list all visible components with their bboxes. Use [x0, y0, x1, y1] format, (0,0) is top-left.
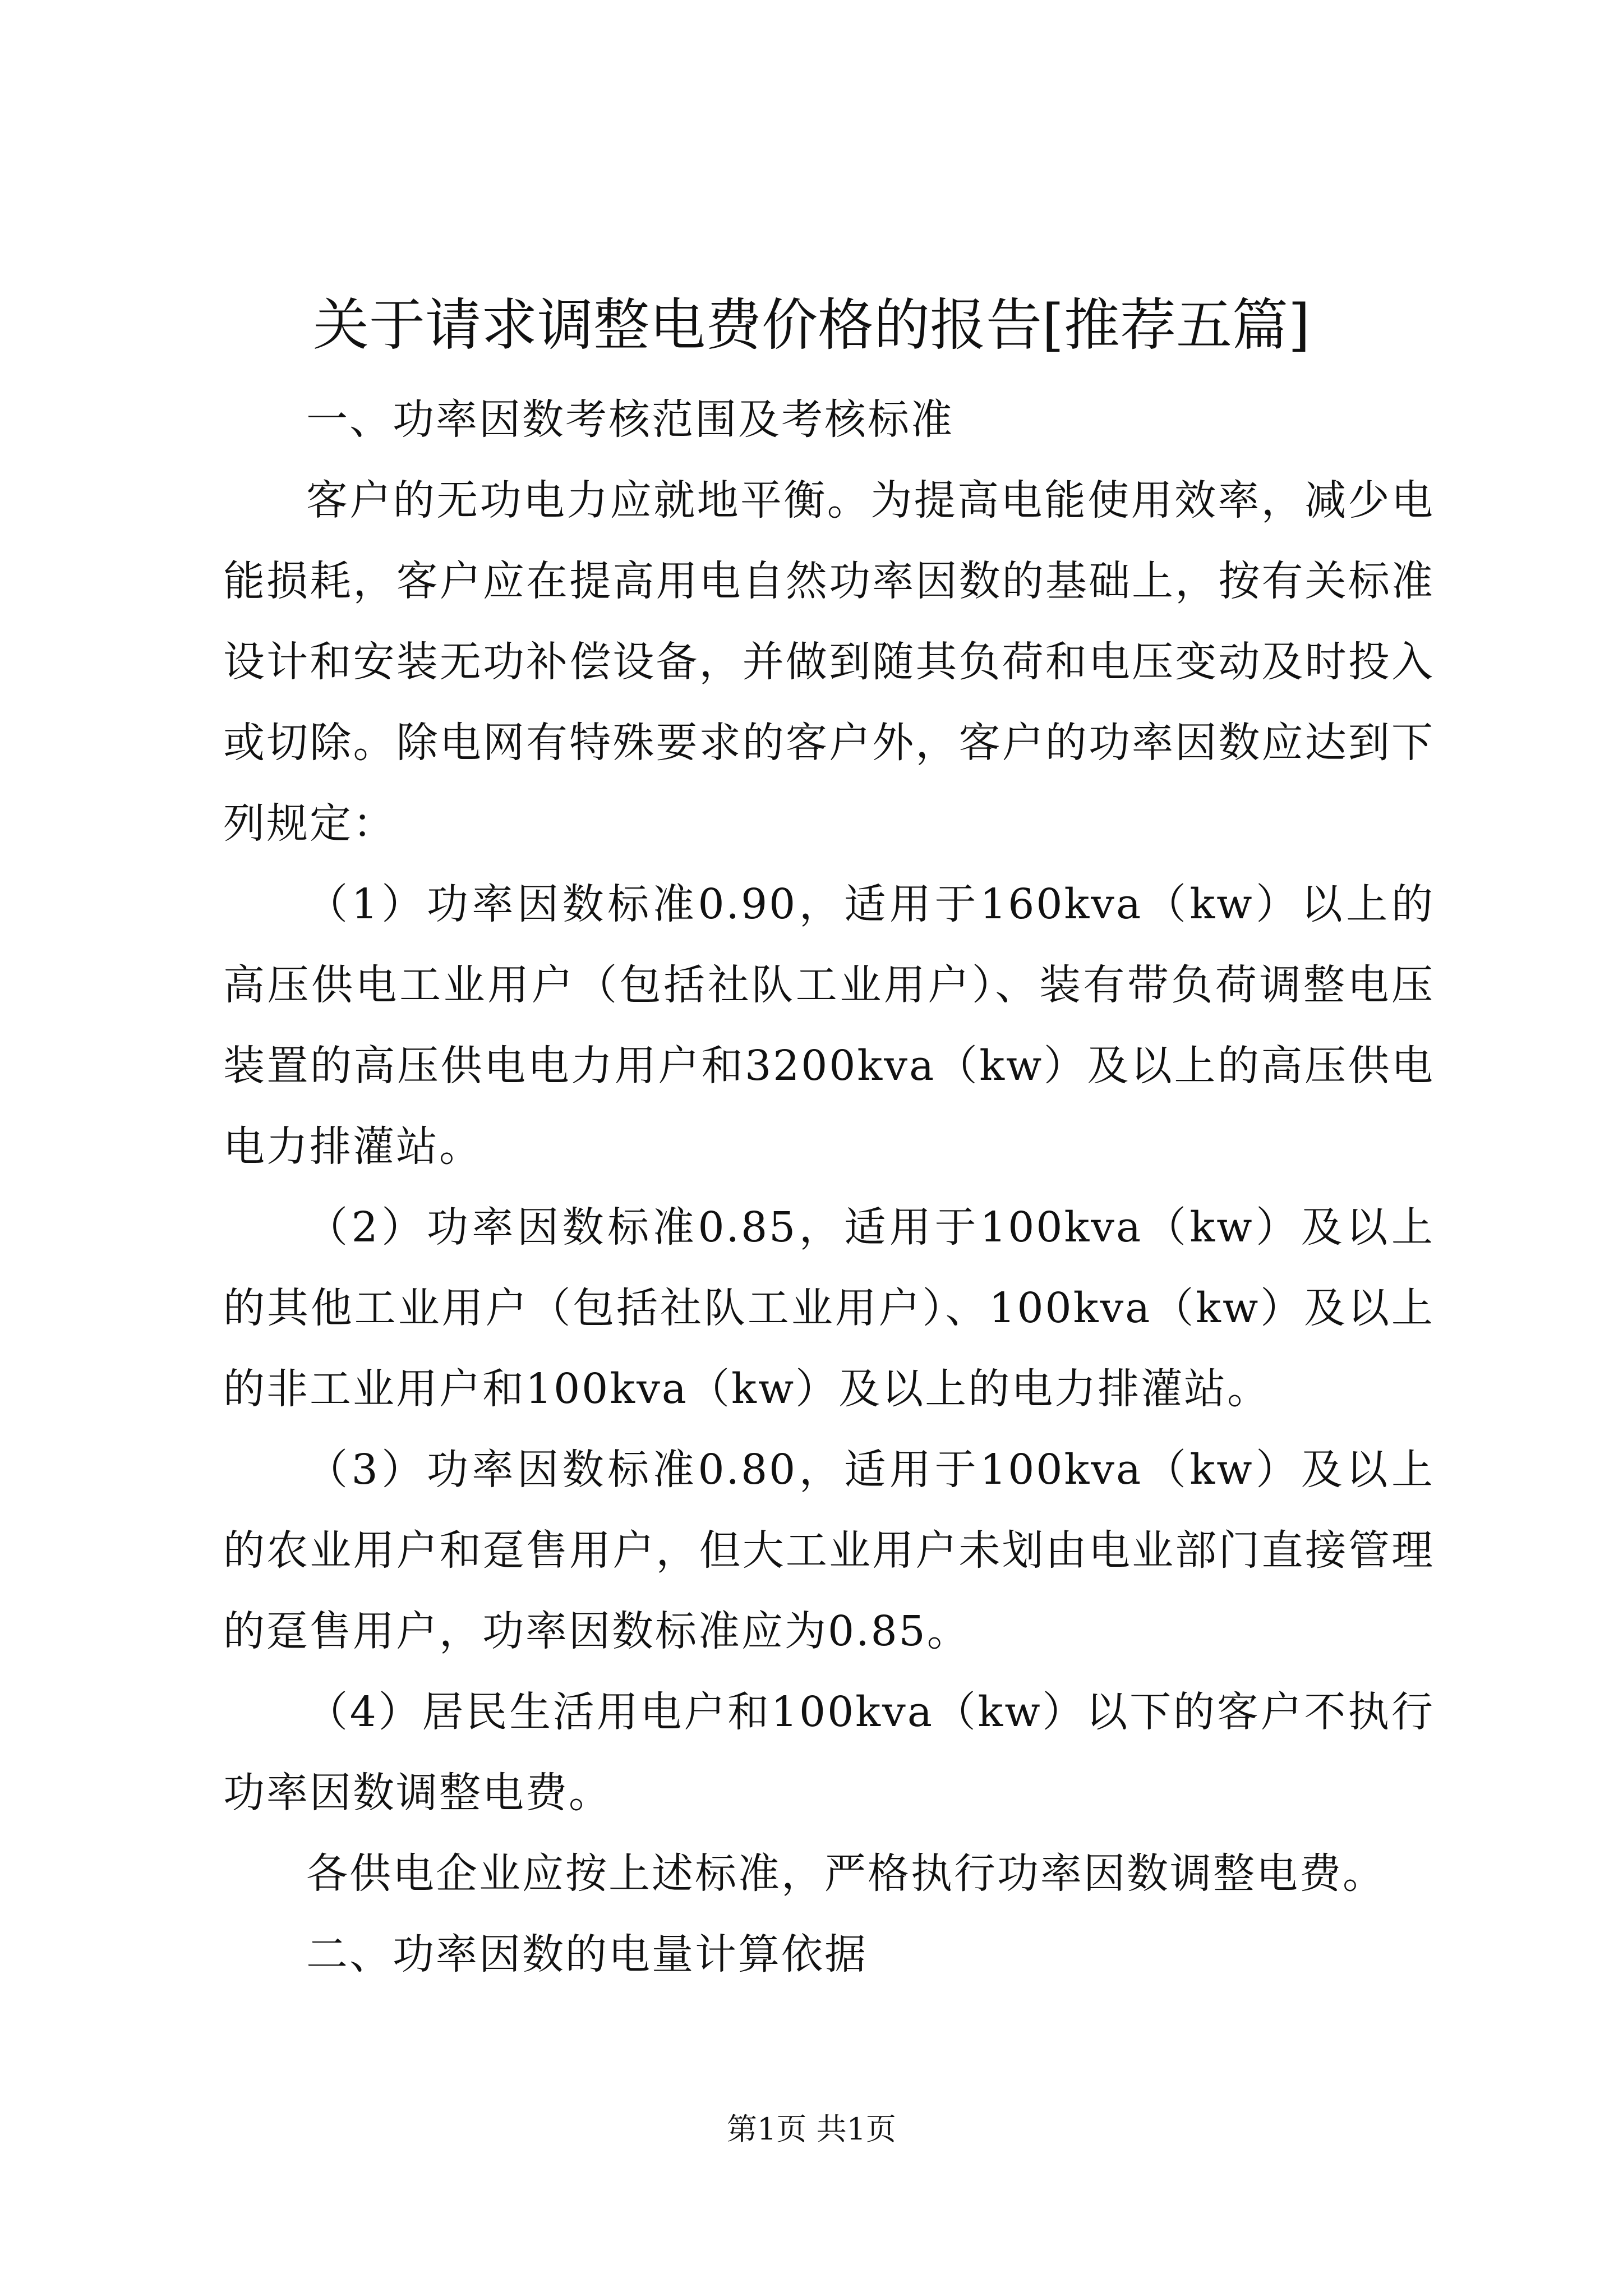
- document-title: 关于请求调整电费价格的报告[推荐五篇]: [312, 292, 1311, 358]
- paragraph: 各供电企业应按上述标准，严格执行功率因数调整电费。: [306, 1849, 1386, 1898]
- document-body: [223, 379, 1435, 1995]
- paragraph: 客户的无功电力应就地平衡。为提高电能使用效率，减少电能损耗，客户应在提高用电自然功率因数的基础上，按有关标准设计和安装无功补偿设备，并做到随其负荷和电压变动及时投入或切除。除电网有特殊要求的客户外，客户的功率因数应达到下列规定：: [223, 476, 1435, 848]
- paragraph: （2）功率因数标准0.85，适用于100kva（kw）及以上的其他工业用户（包括社队工业用户）、100kva（kw）及以上的非工业用户和100kva（kw）及以上的电力排灌站。: [223, 1203, 1435, 1413]
- page-number-footer: 第1页 共1页: [727, 2111, 896, 2147]
- paragraph: （1）功率因数标准0.90，适用于160kva（kw）以上的高压供电工业用户（包括社队工业用户）、装有带负荷调整电压装置的高压供电电力用户和3200kva（kw）及以上的高压供电电力排灌站。: [223, 880, 1435, 1171]
- paragraph: （3）功率因数标准0.80，适用于100kva（kw）及以上的农业用户和趸售用户，但大工业用户未划由电业部门直接管理的趸售用户，功率因数标准应为0.85。: [223, 1446, 1435, 1655]
- section-heading: 一、功率因数考核范围及考核标准: [306, 395, 954, 444]
- paragraph: （4）居民生活用电户和100kva（kw）以下的客户不执行功率因数调整电费。: [223, 1688, 1435, 1817]
- section-heading: 二、功率因数的电量计算依据: [306, 1930, 868, 1978]
